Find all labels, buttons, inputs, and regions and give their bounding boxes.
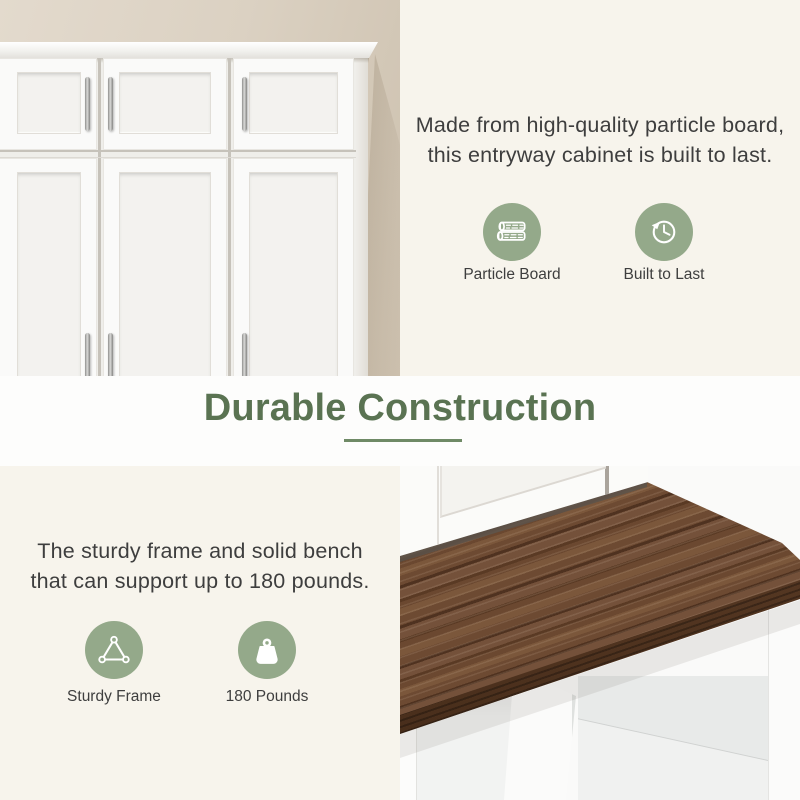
description-line: that can support up to 180 pounds.: [30, 569, 370, 593]
particle-board-icon: [483, 203, 541, 261]
crown-molding: [0, 42, 378, 58]
bench-compartment-right: [578, 676, 768, 800]
title-band: [0, 376, 800, 466]
door-gap: [98, 58, 101, 376]
door-handle: [85, 77, 90, 131]
door-gap: [0, 150, 356, 152]
door-panel: [119, 172, 211, 376]
bottom-left-feature-panel: [0, 466, 400, 800]
feature-label: Sturdy Frame: [67, 688, 161, 705]
cabinet-door: [103, 58, 227, 150]
cabinet-door: [233, 58, 354, 150]
cabinet-door: [0, 58, 97, 150]
feature-label: Particle Board: [463, 266, 561, 283]
feature-label: 180 Pounds: [225, 688, 309, 705]
cabinet-door: [103, 158, 227, 376]
door-handle: [108, 77, 113, 131]
cabinet-side: [356, 54, 368, 376]
door-panel: [249, 72, 338, 134]
title-underline: [344, 439, 462, 442]
door-panel: [17, 72, 81, 134]
cabinet-door: [233, 158, 354, 376]
bench-photo: [400, 466, 800, 800]
section-title: Durable Construction: [203, 387, 597, 429]
door-handle: [242, 333, 247, 376]
cabinet-door: [0, 158, 97, 376]
feature-description: [400, 110, 800, 170]
bench-compartment-floor: [578, 716, 768, 800]
door-handle: [85, 333, 90, 376]
door-gap: [0, 157, 356, 158]
door-panel: [17, 172, 81, 376]
triangle-frame-icon: [85, 621, 143, 679]
door-handle: [108, 333, 113, 376]
history-clock-icon: [635, 203, 693, 261]
feature-description: [0, 536, 400, 596]
door-gap: [228, 58, 231, 376]
description-line: The sturdy frame and solid bench: [37, 539, 363, 563]
weight-icon: [238, 621, 296, 679]
top-right-feature-panel: [400, 0, 800, 376]
description-line: Made from high-quality particle board,: [415, 113, 785, 137]
feature-label: Built to Last: [623, 266, 705, 283]
door-panel: [249, 172, 338, 376]
cabinet-photo: [0, 0, 400, 376]
door-handle: [242, 77, 247, 131]
description-line: this entryway cabinet is built to last.: [427, 143, 773, 167]
door-panel: [119, 72, 211, 134]
